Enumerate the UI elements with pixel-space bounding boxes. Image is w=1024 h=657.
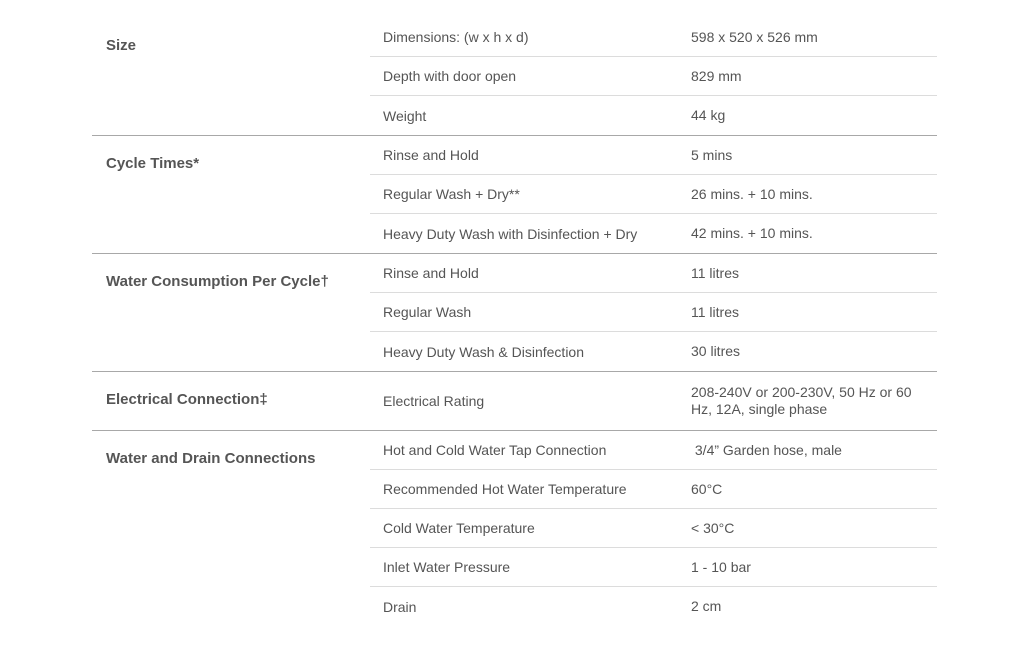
- section-cycle-times: [92, 136, 937, 254]
- spec-value: 11 litres: [691, 264, 739, 281]
- spec-row: [370, 214, 937, 253]
- spec-label: Recommended Hot Water Temperature: [383, 481, 627, 497]
- section-water-drain-connections: [92, 431, 937, 626]
- spec-value: 3/4” Garden hose, male: [691, 441, 842, 458]
- section-title: Water and Drain Connections: [106, 450, 316, 467]
- spec-table: [92, 18, 937, 626]
- section-title: Water Consumption Per Cycle†: [106, 273, 329, 290]
- spec-label: Dimensions: (w x h x d): [383, 29, 529, 45]
- spec-label: Electrical Rating: [383, 393, 485, 409]
- spec-label: Weight: [383, 107, 427, 124]
- section-rows: [370, 431, 937, 626]
- spec-value: 42 mins. + 10 mins.: [691, 225, 813, 241]
- section-title: Electrical Connection‡: [106, 391, 268, 408]
- section-water-consumption: [92, 254, 937, 372]
- spec-row: [370, 470, 937, 509]
- spec-value: 2 cm: [691, 598, 722, 614]
- spec-label: Depth with door open: [383, 68, 517, 84]
- spec-label: Hot and Cold Water Tap Connection: [383, 442, 607, 458]
- spec-row: [370, 254, 937, 293]
- section-title: Cycle Times*: [106, 155, 200, 172]
- spec-value: < 30°C: [691, 519, 735, 536]
- spec-value: 26 mins. + 10 mins.: [691, 185, 813, 202]
- spec-row: [370, 293, 937, 332]
- spec-row: [370, 509, 937, 548]
- spec-label: Inlet Water Pressure: [383, 559, 511, 575]
- spec-value: 208-240V or 200-230V, 50 Hz or 60 Hz, 12A, single phase: [691, 384, 912, 417]
- spec-label: Heavy Duty Wash & Disinfection: [383, 343, 584, 360]
- spec-value: 829 mm: [691, 67, 742, 84]
- spec-value: 598 x 520 x 526 mm: [691, 28, 818, 45]
- spec-row: [370, 57, 937, 96]
- section-rows: [370, 254, 937, 371]
- section-rows: [370, 136, 937, 253]
- spec-row: [370, 548, 937, 587]
- spec-row: [370, 332, 937, 371]
- section-rows: [370, 18, 937, 135]
- section-rows: [370, 372, 937, 430]
- section-title: Size: [106, 37, 137, 54]
- spec-row: [370, 587, 937, 626]
- spec-label: Regular Wash + Dry**: [383, 186, 520, 202]
- spec-row: [370, 175, 937, 214]
- spec-row: [370, 431, 937, 470]
- spec-row: [370, 372, 937, 430]
- section-size: [92, 18, 937, 136]
- spec-label: Rinse and Hold: [383, 147, 479, 163]
- spec-value: 5 mins: [691, 146, 733, 163]
- spec-value: 11 litres: [691, 303, 739, 320]
- spec-row: [370, 136, 937, 175]
- spec-row: [370, 96, 937, 135]
- spec-row: [370, 18, 937, 57]
- spec-label: Heavy Duty Wash with Disinfection + Dry: [383, 225, 638, 242]
- spec-value: 1 - 10 bar: [691, 558, 751, 575]
- spec-value: 30 litres: [691, 343, 741, 359]
- spec-label: Rinse and Hold: [383, 265, 479, 281]
- spec-label: Cold Water Temperature: [383, 520, 535, 536]
- spec-value: 60°C: [691, 480, 723, 497]
- spec-value: 44 kg: [691, 107, 726, 123]
- spec-label: Regular Wash: [383, 304, 472, 320]
- section-electrical-connection: [92, 372, 937, 431]
- spec-label: Drain: [383, 598, 417, 615]
